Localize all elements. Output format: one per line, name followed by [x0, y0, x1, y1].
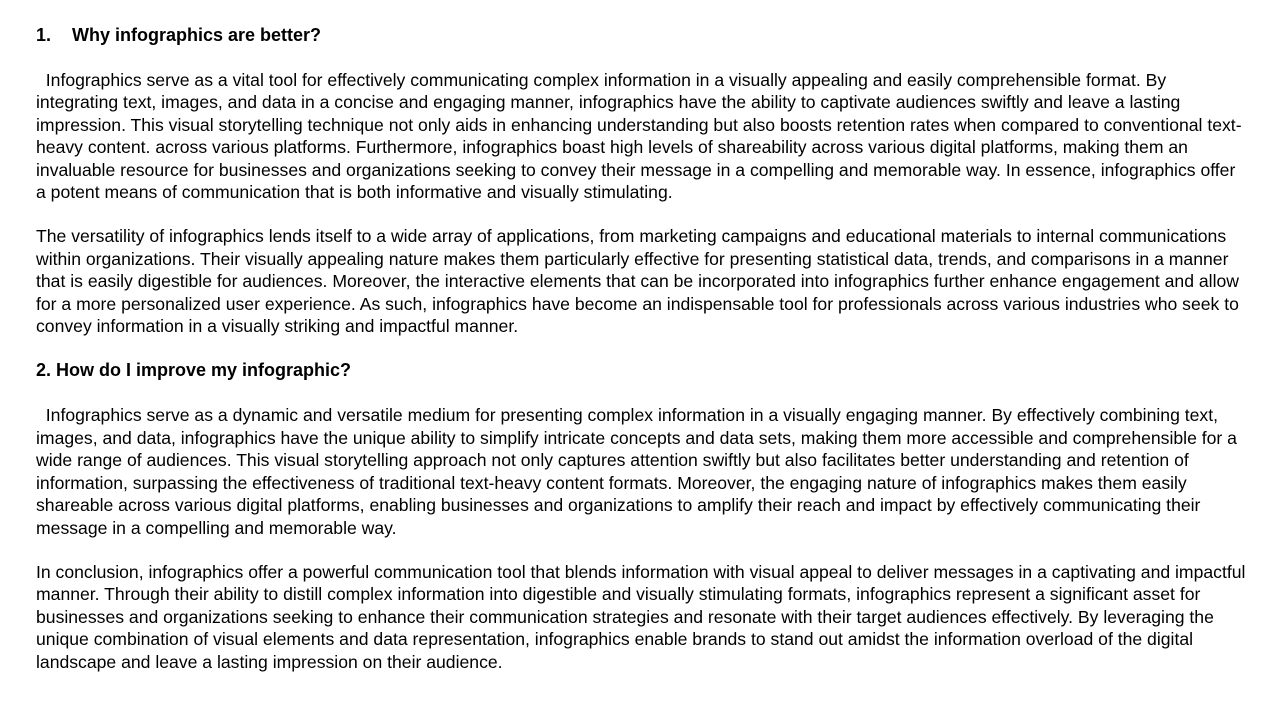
- section-1-heading: [36, 24, 1248, 46]
- section-1-paragraph-1: Infographics serve as a vital tool for effectively communicating complex information in a visually appealing and easily comprehensible format. By integrating text, images, and data in a concise and engaging manner, infographics have the ability to captivate audiences swiftly and leave a lasting impression. This visual storytelling technique not only aids in enhancing understanding but also boosts retention rates when compared to conventional text-heavy content. across various platforms. Furthermore, infographics boast high levels of shareability across various digital platforms, making them an invaluable resource for businesses and organizations seeking to convey their message in a compelling and memorable way. In essence, infographics offer a potent means of communication that is both informative and visually stimulating.: [36, 70, 1242, 203]
- document-body: [36, 24, 1248, 673]
- section-2-heading: 2. How do I improve my infographic?: [36, 360, 352, 381]
- section-1-paragraph-2: The versatility of infographics lends itself to a wide array of applications, from marketing campaigns and educational materials to internal communications within organizations. Their visually appealing nature makes them particularly effective for presenting statistical data, trends, and comparisons in a manner that is easily digestible for audiences. Moreover, the interactive elements that can be incorporated into infographics further enhance engagement and allow for a more personalized user experience. As such, infographics have become an indispensable tool for professionals across various industries who seek to convey information in a visually striking and impactful manner.: [36, 226, 1239, 337]
- section-1-title: Why infographics are better?: [72, 25, 322, 45]
- section-2-paragraph-1: Infographics serve as a dynamic and versatile medium for presenting complex information in a visually engaging manner. By effectively combining text, images, and data, infographics have the unique ability to simplify intricate concepts and data sets, making them more accessible and comprehensible for a wide range of audiences. This visual storytelling approach not only captures attention swiftly but also facilitates better understanding and retention of information, surpassing the effectiveness of traditional text-heavy content formats. Moreover, the engaging nature of infographics makes them easily shareable across various digital platforms, enabling businesses and organizations to amplify their reach and impact by effectively communicating their message in a compelling and memorable way.: [36, 405, 1237, 538]
- section-2-paragraph-2: In conclusion, infographics offer a powerful communication tool that blends information with visual appeal to deliver messages in a captivating and impactful manner. Through their ability to distill complex information into digestible and visually stimulating formats, infographics represent a significant asset for businesses and organizations seeking to enhance their communication strategies and resonate with their target audiences effectively. By leveraging the unique combination of visual elements and data representation, infographics enable brands to stand out amidst the information overload of the digital landscape and leave a lasting impression on their audience.: [36, 561, 1246, 672]
- section-1-number: 1.: [36, 25, 52, 45]
